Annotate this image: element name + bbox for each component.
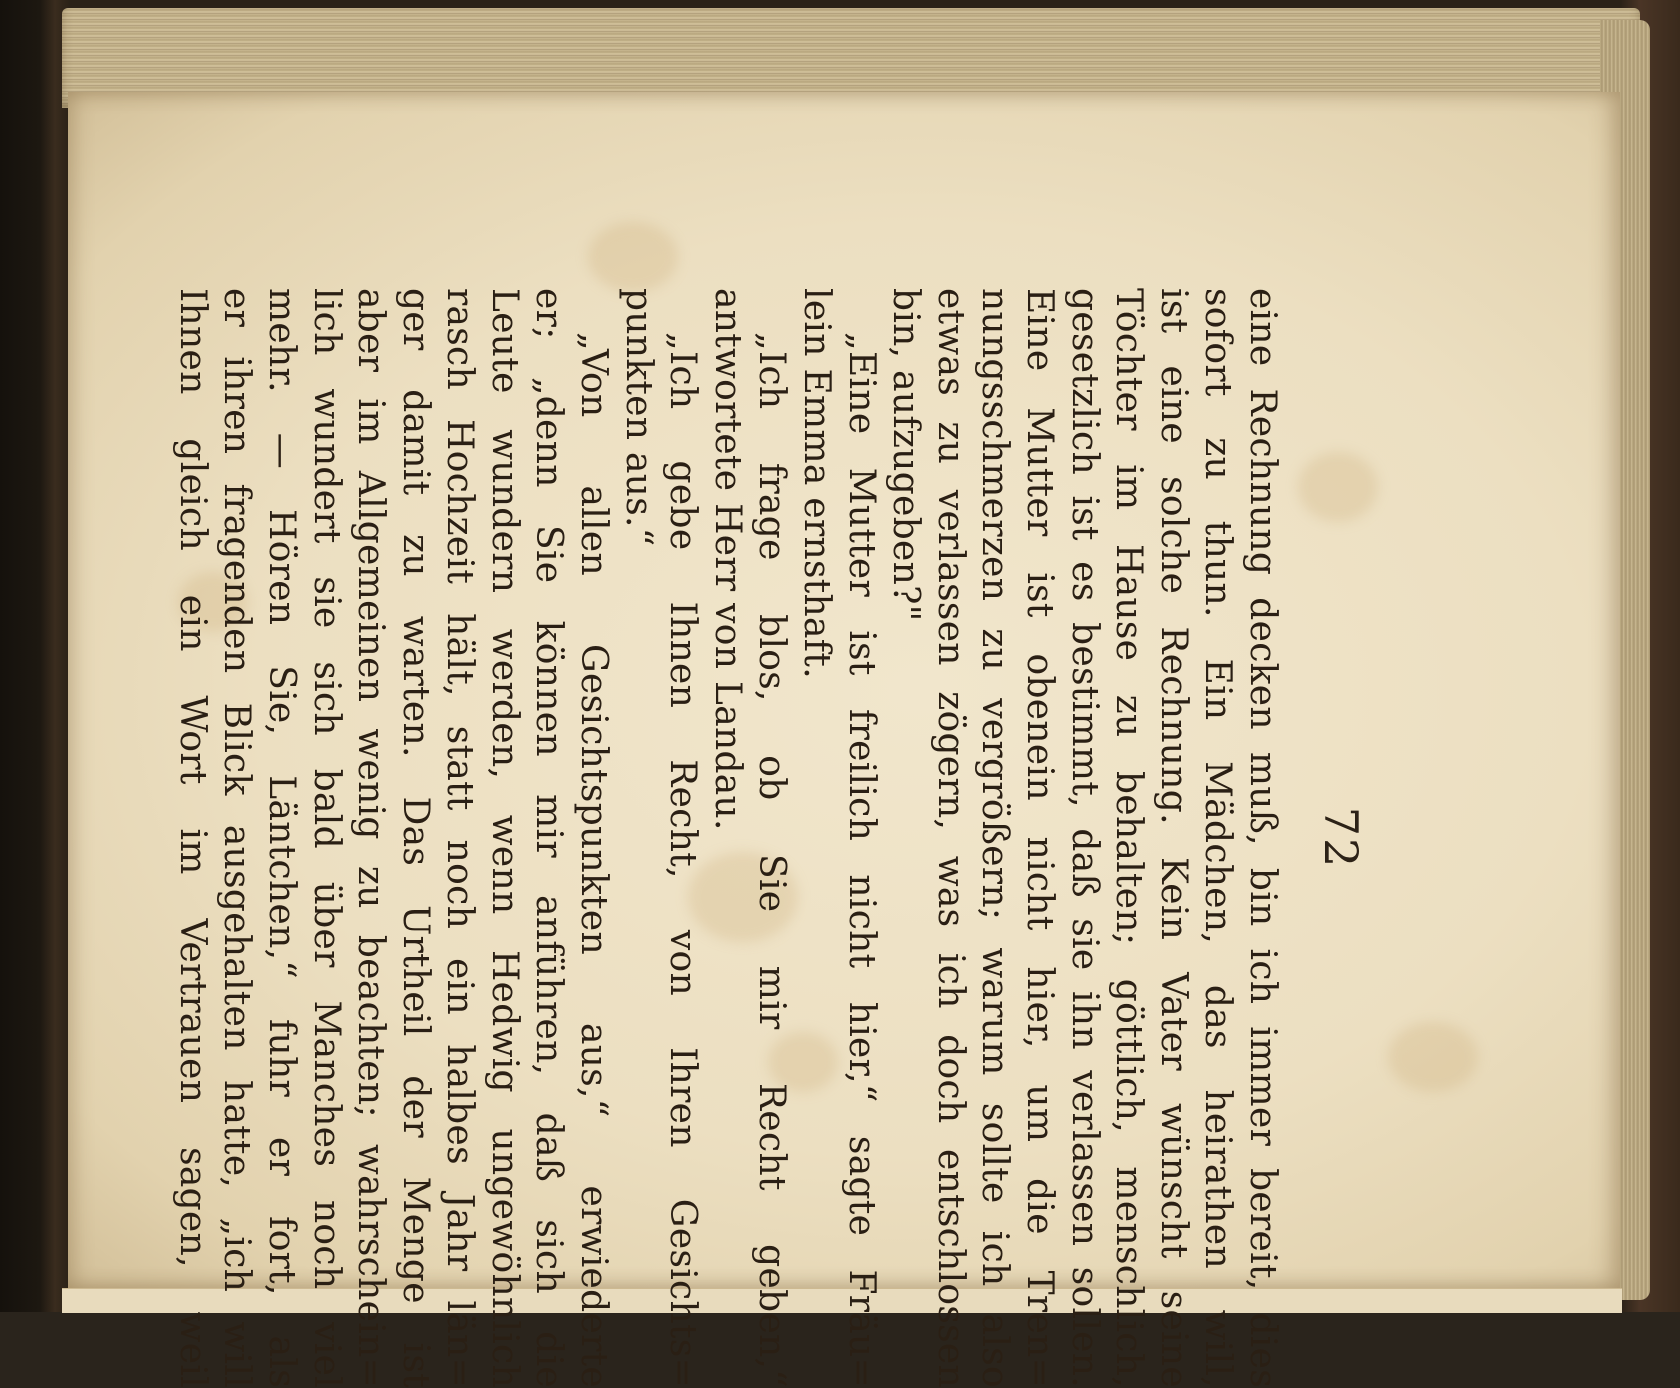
text-line: er; „denn Sie können mir anführen, daß sich die <box>528 288 570 1388</box>
text-line: mehr. — Hören Sie, Läntchen,“ fuhr er fort, als <box>260 288 302 1388</box>
page-number: 72 <box>1314 806 1368 870</box>
paper-stain <box>588 222 678 292</box>
text-line: aber im Allgemeinen wenig zu beachten; wahrschein= <box>350 288 392 1388</box>
text-lines <box>169 288 1284 1388</box>
text-line: Töchter im Hause zu behalten; göttlich, menschlich, <box>1108 288 1150 1388</box>
text-line: „Ich frage blos, ob Sie mir Recht geben,“ <box>751 332 793 1388</box>
text-line: Eine Mutter ist obenein nicht hier, um die Tren= <box>1019 288 1061 1388</box>
text-line: etwas zu verlassen zögern, was ich doch entschlossen <box>929 288 971 1388</box>
text-line: sofort zu thun. Ein Mädchen, das heirathen will, <box>1197 288 1239 1388</box>
text-line: „Von allen Gesichtspunkten aus,“ erwiederte <box>573 332 615 1388</box>
text-line: er ihren fragenden Blick ausgehalten hatte, „ich will <box>216 288 258 1388</box>
text-line: nungsschmerzen zu vergrößern; warum sollte ich also <box>974 288 1016 1388</box>
text-line: rasch Hochzeit hält, statt noch ein halbes Jahr län= <box>439 288 481 1388</box>
text-line: antwortete Herr von Landau. <box>706 288 748 831</box>
page-text-block <box>171 288 1368 1388</box>
text-line: ist eine solche Rechnung. Kein Vater wünscht seine <box>1152 288 1194 1388</box>
text-line: bin, aufzugeben?" <box>885 288 927 622</box>
paper-stain <box>1388 1022 1478 1092</box>
text-line: punkten aus.“ <box>617 288 659 547</box>
text-line: lein Emma ernsthaft. <box>796 288 838 679</box>
text-line: gesetzlich ist es bestimmt, daß sie ihn verlassen sollen. <box>1063 288 1105 1388</box>
text-line: „Eine Mutter ist freilich nicht hier,“ sagte Fräu= <box>840 332 882 1388</box>
text-line: ger damit zu warten. Das Urtheil der Menge ist <box>394 288 436 1388</box>
text-line: „Ich gebe Ihnen Recht, von Ihren Gesichts= <box>662 332 704 1388</box>
text-line: Ihnen gleich ein Wort im Vertrauen sagen, weil <box>171 288 213 1388</box>
text-line: Leute wundern werden, wenn Hedwig ungewöhnlich <box>483 288 525 1388</box>
text-line: lich wundert sie sich bald über Manches noch viel <box>305 288 347 1388</box>
rotated-text-frame <box>171 288 1368 1388</box>
text-line: eine Rechnung decken muß, bin ich immer bereit, dies <box>1242 288 1283 1388</box>
